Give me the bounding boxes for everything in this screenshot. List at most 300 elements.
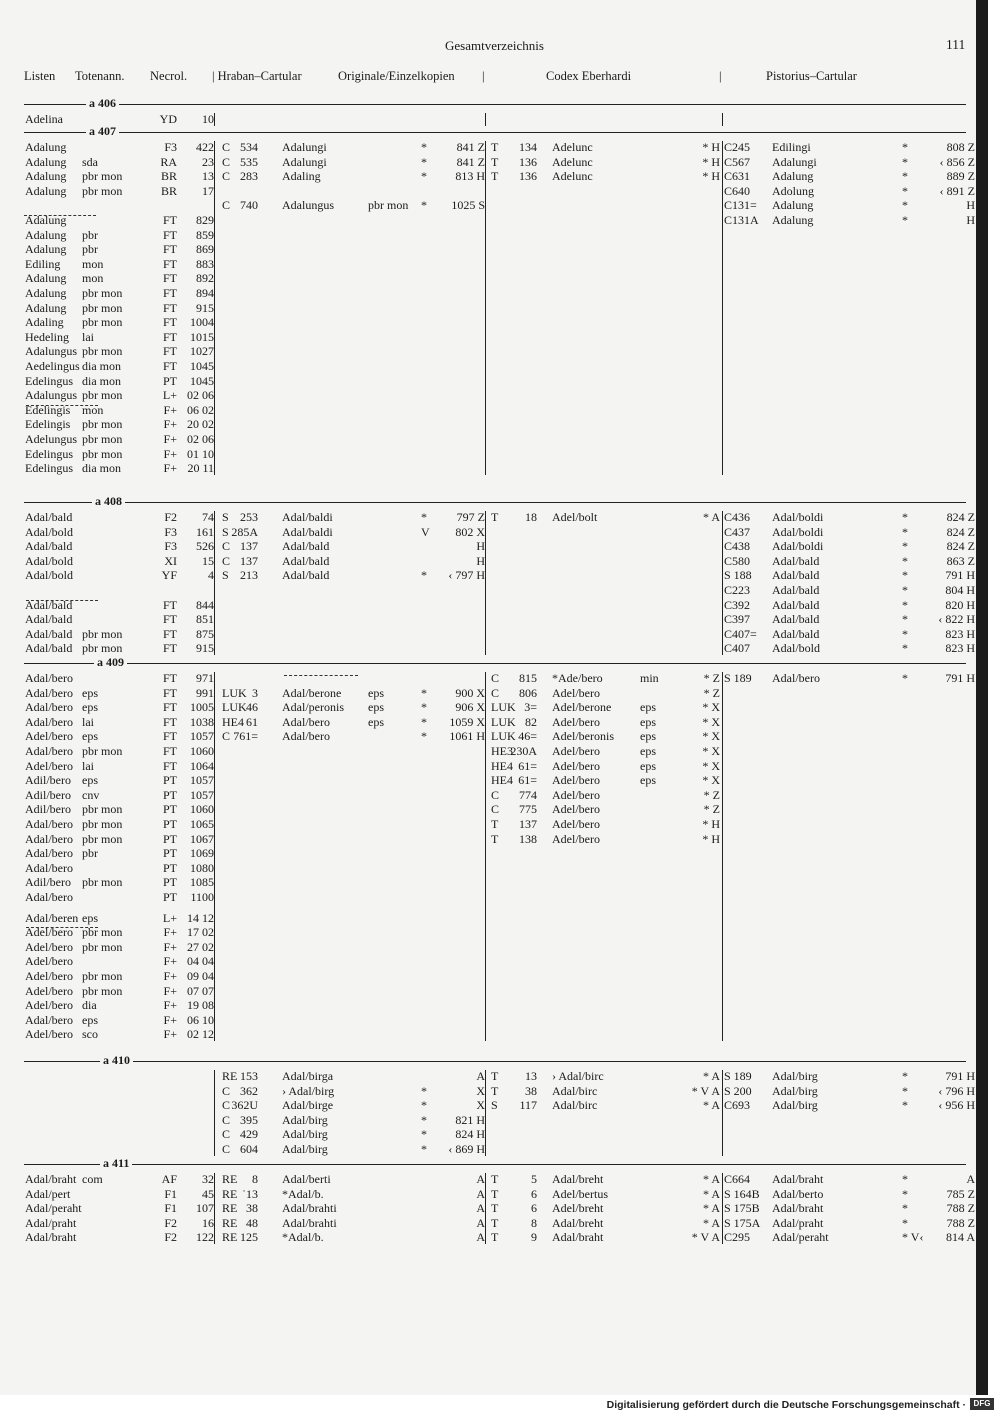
- cell-hval: A: [476, 1069, 485, 1083]
- cell-pname: Adal/bold: [772, 641, 820, 656]
- cell-csig: T: [491, 1215, 499, 1230]
- cell-name: Adel/bero: [25, 998, 73, 1013]
- cell-hval: 821 H: [455, 1112, 485, 1127]
- cell-name: Adal/bold: [25, 568, 73, 583]
- cell-hname: Adal/birga: [282, 1069, 334, 1083]
- cell-necrol: F3: [164, 539, 177, 554]
- cell-cname: Adel/bero: [552, 817, 600, 831]
- cell-necrol: F+: [163, 939, 177, 954]
- table-row: [0, 510, 988, 525]
- cell-pstar: *: [902, 626, 908, 641]
- cell-cflag: * Z: [703, 685, 720, 700]
- cell-necrol: F+: [163, 461, 177, 476]
- cell-pval: A: [966, 1172, 975, 1186]
- table-row: [0, 242, 988, 257]
- cell-csig: T: [491, 510, 499, 524]
- cell-cnum: 82: [525, 714, 537, 729]
- cell-necnum: 1027: [190, 344, 214, 359]
- cell-necnum: 20 02: [187, 417, 214, 432]
- table-row: [0, 1113, 988, 1128]
- table-row: [0, 686, 988, 701]
- cell-csig: T: [491, 1083, 499, 1098]
- cell-name: Adel/bero: [25, 983, 73, 998]
- cell-name: Adal/braht: [25, 1172, 77, 1186]
- cell-csig: T: [491, 1230, 499, 1245]
- cell-csig: LUK: [491, 700, 516, 715]
- cell-hnum: 285A: [231, 524, 258, 539]
- cell-necnum: 27 02: [187, 939, 214, 954]
- col-divider-originale: [485, 511, 486, 655]
- table-row: [0, 388, 988, 403]
- cell-cflag: * V A: [691, 1083, 720, 1098]
- cell-necrol: FT: [162, 271, 177, 286]
- table-row: [0, 1230, 988, 1245]
- cell-cname: Adal/birc: [552, 1083, 598, 1098]
- cell-title: eps: [82, 1012, 98, 1027]
- cell-title: pbr mon: [82, 969, 123, 983]
- cell-hsig: S: [222, 568, 229, 583]
- cell-pstar: *: [902, 568, 908, 583]
- cell-hname: *Adal/b.: [282, 1186, 324, 1201]
- cell-psig: C131=: [724, 198, 757, 213]
- cell-necnum: 01 10: [187, 446, 214, 461]
- cell-title: eps: [82, 729, 98, 744]
- cell-hval: X: [476, 1083, 485, 1098]
- cell-name: Adal/bero: [25, 744, 73, 758]
- cell-necnum: 14 12: [187, 910, 214, 925]
- col-divider-codex: [722, 672, 723, 1041]
- cell-hstar: *: [421, 1098, 427, 1113]
- cell-title: pbr: [82, 227, 98, 242]
- cell-hval: ‹ 869 H: [448, 1142, 485, 1156]
- cell-necrol: RA: [160, 154, 177, 169]
- cell-hnum: 8: [252, 1172, 258, 1186]
- cell-cname: Adel/bolt: [552, 510, 598, 524]
- cell-name: Adil/bero: [25, 802, 71, 817]
- cell-psig: C407=: [724, 626, 757, 641]
- cell-necrol: XI: [164, 553, 177, 568]
- cell-pval: 788 Z: [946, 1215, 975, 1230]
- cell-hnum: 362U: [231, 1098, 258, 1113]
- cell-name: Adal/bero: [25, 831, 73, 846]
- cell-cnum: 61=: [518, 773, 537, 788]
- cell-pval: 824 Z: [946, 539, 975, 554]
- cell-pstar: *: [902, 140, 908, 154]
- cell-hstar: *: [421, 1083, 427, 1098]
- cell-cname: Adel/bero: [552, 744, 600, 758]
- cell-necrol: PT: [162, 373, 177, 388]
- cell-hstar: *: [421, 700, 427, 715]
- group-label: a 409: [94, 655, 127, 670]
- table-row: [0, 403, 988, 418]
- cell-necnum: 161: [196, 524, 214, 539]
- table-row: [0, 155, 988, 170]
- cell-necrol: PT: [162, 831, 177, 846]
- table-row: [0, 169, 988, 184]
- cell-cnum: 9: [531, 1230, 537, 1245]
- cell-pval: 823 H: [945, 641, 975, 656]
- cell-pname: Adal/braht: [772, 1172, 824, 1186]
- cell-hname: Adal/baldi: [282, 510, 333, 524]
- cell-name: Adal/bald: [25, 641, 73, 656]
- cell-hsig: C: [222, 539, 231, 554]
- cell-necnum: 16: [202, 1215, 214, 1230]
- cell-psig: C245: [724, 140, 751, 154]
- table-row: [0, 228, 988, 243]
- cell-cnum: 18: [525, 510, 537, 524]
- cell-cnum: 3=: [524, 700, 537, 715]
- cell-name: Adal/bold: [25, 553, 73, 568]
- cell-name: Adalung: [25, 286, 67, 300]
- table-row: [0, 954, 988, 969]
- cell-name: Adil/bero: [25, 773, 71, 788]
- cell-hval: 900 X: [455, 685, 485, 700]
- col-header-originale: Originale/Einzelkopien: [338, 69, 455, 83]
- cell-cnum: 6: [531, 1186, 537, 1201]
- cell-hnum: 3: [252, 685, 258, 700]
- cell-necrol: AF: [161, 1172, 177, 1186]
- cell-pstar: *: [902, 671, 908, 685]
- cell-cnum: 134: [519, 140, 537, 154]
- cell-title: pbr: [82, 242, 98, 257]
- cell-psig: C580: [724, 553, 751, 568]
- cell-cname: Adel/breht: [552, 1201, 604, 1216]
- cell-necnum: 1038: [190, 714, 214, 729]
- cell-cname: Adelunc: [552, 169, 593, 184]
- page-number: 111: [946, 37, 966, 52]
- cell-cflag: * A: [702, 1186, 720, 1201]
- table-row: [0, 184, 988, 199]
- col-divider-originale: [485, 672, 486, 1041]
- cell-necnum: 17 02: [187, 925, 214, 940]
- col-divider-necrol: [214, 511, 215, 655]
- cell-necnum: 4: [208, 568, 214, 583]
- cell-name: Adal/bero: [25, 860, 73, 875]
- cell-title: eps: [82, 773, 98, 788]
- cell-hval: 824 H: [455, 1127, 485, 1142]
- cell-psig: C438: [724, 539, 751, 554]
- cell-title: pbr mon: [82, 802, 123, 817]
- col-divider-codex: [722, 1070, 723, 1156]
- cell-title: cnv: [82, 787, 100, 802]
- cell-pname: Adal/braht: [772, 1201, 824, 1216]
- col-divider-codex: [722, 1173, 723, 1244]
- table-row: [0, 432, 988, 447]
- cell-name: Adal/bald: [25, 612, 73, 627]
- cell-title: pbr mon: [82, 939, 123, 954]
- cell-cnum: 46=: [518, 729, 537, 744]
- cell-pstar: *: [902, 198, 908, 213]
- cell-psig: C436: [724, 510, 751, 524]
- cell-hname: Adal/birge: [282, 1098, 334, 1113]
- cell-cnum: 6: [531, 1201, 537, 1216]
- cell-hname: Adal/baldi: [282, 524, 333, 539]
- cell-psig: C392: [724, 597, 751, 612]
- cell-necrol: F+: [163, 954, 177, 969]
- cell-name: Adel/bero: [25, 729, 73, 744]
- col-divider-originale: [485, 113, 486, 126]
- cell-hname: Adal/bero: [282, 714, 330, 729]
- group-separator: [24, 1164, 966, 1165]
- cell-name: Edelingis: [25, 417, 71, 432]
- cell-pstar: * V‹: [902, 1230, 924, 1245]
- cell-necnum: 02 12: [187, 1027, 214, 1042]
- cell-csig: LUK: [491, 714, 516, 729]
- cell-pstar: *: [902, 213, 908, 227]
- cell-necrol: BR: [160, 169, 177, 184]
- cell-cflag: * H: [702, 831, 720, 846]
- cell-name: Adal/bero: [25, 714, 73, 729]
- group-separator: [24, 1061, 966, 1062]
- cell-name: Adal/pert: [25, 1186, 71, 1201]
- cell-hsig: RE: [222, 1172, 238, 1186]
- cell-hsig: RE: [222, 1201, 238, 1216]
- cell-name: Adelina: [25, 112, 63, 126]
- cell-pstar: *: [902, 641, 908, 656]
- cell-cnum: 775: [519, 802, 537, 817]
- cell-necnum: 1015: [190, 329, 214, 344]
- cell-hval: 797 Z: [456, 510, 485, 524]
- cell-cname: Adel/bero: [552, 787, 600, 802]
- cell-necrol: PT: [162, 802, 177, 817]
- cell-name: Edelingus: [25, 446, 73, 461]
- cell-necrol: FT: [162, 256, 177, 271]
- cell-name: Adalung: [25, 140, 67, 154]
- cell-ctitle: eps: [640, 773, 656, 788]
- cell-necnum: 869: [196, 242, 214, 257]
- cell-title: lai: [82, 758, 94, 773]
- cell-necrol: PT: [162, 875, 177, 890]
- cell-necrol: FT: [162, 227, 177, 242]
- table-row: [0, 359, 988, 374]
- table-row: [0, 1142, 988, 1157]
- col-header-codex-eberhardi: Codex Eberhardi: [546, 69, 632, 83]
- cell-name: Edelingus: [25, 373, 73, 388]
- cell-hval: 1059 X: [449, 714, 485, 729]
- cell-necnum: 04 04: [187, 954, 214, 969]
- cell-pname: Adal/berto: [772, 1186, 824, 1201]
- cell-title: pbr mon: [82, 286, 123, 300]
- cell-pname: Adal/birg: [772, 1098, 818, 1113]
- table-row: [0, 447, 988, 462]
- table-row: [0, 1187, 988, 1202]
- cell-csig: HE3: [491, 744, 513, 758]
- cell-title: pbr mon: [82, 744, 123, 758]
- cell-name: Adal/bald: [25, 626, 73, 641]
- cell-name: Adil/bero: [25, 875, 71, 890]
- table-row: [0, 641, 988, 656]
- cell-pname: Adal/bald: [772, 553, 820, 568]
- cell-hname: Adaling: [282, 169, 321, 184]
- cell-hnum: ˙13: [242, 1186, 258, 1201]
- cell-necnum: 1060: [190, 802, 214, 817]
- group-label: a 411: [100, 1156, 132, 1171]
- table-row: [0, 759, 988, 774]
- cell-hnum: 761=: [233, 729, 258, 744]
- table-row: [0, 612, 988, 627]
- cell-title: lai: [82, 329, 94, 344]
- cell-pval: H: [966, 213, 975, 227]
- cell-name: Adalung: [25, 183, 67, 198]
- cell-necrol: F+: [163, 446, 177, 461]
- table-row: [0, 700, 988, 715]
- cell-pval: 791 H: [945, 1069, 975, 1083]
- cell-name: Adaling: [25, 315, 64, 330]
- cell-csig: T: [491, 1069, 499, 1083]
- cell-hnum: 534: [240, 140, 258, 154]
- cell-hstar: *: [421, 1127, 427, 1142]
- cell-psig: C223: [724, 583, 751, 597]
- cell-necnum: 1080: [190, 860, 214, 875]
- cell-name: Adel/bero: [25, 758, 73, 773]
- cell-name: Adel/bero: [25, 925, 73, 940]
- cell-title: mon: [82, 256, 104, 271]
- cell-hsig: C: [222, 1098, 231, 1113]
- cell-hname: Adal/birg: [282, 1112, 328, 1127]
- col-divider-codex: [722, 511, 723, 655]
- table-row: [0, 925, 988, 940]
- cell-hname: Adal/brahti: [282, 1215, 337, 1230]
- cell-necnum: 06 10: [187, 1012, 214, 1027]
- cell-cname: Adal/breht: [552, 1172, 604, 1186]
- cell-pstar: *: [902, 583, 908, 597]
- cell-cnum: 5: [531, 1172, 537, 1186]
- cell-title: pbr mon: [82, 817, 123, 831]
- cell-hval: ‹ 797 H: [448, 568, 485, 583]
- cell-pval: ‹ 856 Z: [939, 154, 975, 169]
- cell-hnum: 213: [240, 568, 258, 583]
- cell-pstar: *: [902, 1083, 908, 1098]
- cell-pval: H: [966, 198, 975, 213]
- cell-pstar: *: [902, 169, 908, 184]
- cell-hval: A: [476, 1201, 485, 1216]
- cell-pstar: *: [902, 1186, 908, 1201]
- cell-necrol: F3: [164, 140, 177, 154]
- cell-cnum: 136: [519, 169, 537, 184]
- cell-ctitle: eps: [640, 714, 656, 729]
- cell-cflag: * V A: [691, 1230, 720, 1245]
- cell-necnum: 1005: [190, 700, 214, 715]
- cell-pname: Adal/bald: [772, 612, 820, 627]
- cell-cnum: 38: [525, 1083, 537, 1098]
- cell-pname: Adal/bald: [772, 626, 820, 641]
- table-row: [0, 583, 988, 598]
- cell-necrol: L+: [162, 388, 177, 403]
- cell-pname: Adal/bero: [772, 671, 820, 685]
- cell-hsig: HE4: [222, 714, 244, 729]
- cell-hname: Adal/brahti: [282, 1201, 337, 1216]
- cell-name: Adal/braht: [25, 1230, 77, 1245]
- cell-cflag: * X: [702, 773, 720, 788]
- cell-psig: C295: [724, 1230, 751, 1245]
- cell-necnum: 851: [196, 612, 214, 627]
- cell-name: Adal/bero: [25, 1012, 73, 1027]
- cell-pstar: *: [902, 154, 908, 169]
- cell-csig: T: [491, 831, 499, 846]
- cell-cflag: * Z: [703, 787, 720, 802]
- cell-ctitle: eps: [640, 758, 656, 773]
- table-row: [0, 598, 988, 613]
- cell-necrol: PT: [162, 817, 177, 831]
- table-row: [0, 1013, 988, 1028]
- table-row: [0, 374, 988, 389]
- cell-cname: Adel/bero: [552, 802, 600, 817]
- cell-necnum: 07 07: [187, 983, 214, 998]
- cell-name: Adalung: [25, 300, 67, 315]
- cell-pval: ‹ 891 Z: [939, 183, 975, 198]
- cell-psig: C407: [724, 641, 751, 656]
- cell-hval: 841 Z: [456, 140, 485, 154]
- cell-psig: S 200: [724, 1083, 752, 1098]
- cell-cname: Adel/bero: [552, 758, 600, 773]
- cell-hsig: RE: [222, 1230, 238, 1245]
- cell-pname: Adal/bald: [772, 583, 820, 597]
- cell-necnum: 1069: [190, 846, 214, 861]
- cell-necrol: FT: [162, 286, 177, 300]
- cell-csig: T: [491, 154, 499, 169]
- cell-title: pbr mon: [82, 344, 123, 359]
- cell-cflag: * X: [702, 700, 720, 715]
- cell-hval: A: [476, 1215, 485, 1230]
- table-row: [0, 890, 988, 905]
- cell-csig: C: [491, 671, 500, 685]
- cell-csig: HE4: [491, 773, 513, 788]
- cell-title: dia mon: [82, 461, 121, 476]
- cell-hnum: 48: [246, 1215, 258, 1230]
- table-row: [0, 286, 988, 301]
- cell-cname: Adel/bero: [552, 685, 600, 700]
- cell-psig: S 164B: [724, 1186, 760, 1201]
- col-divider-originale: [485, 141, 486, 475]
- cell-ctitle: eps: [640, 744, 656, 758]
- cell-cflag: * H: [702, 169, 720, 184]
- cell-pval: ‹ 956 H: [938, 1098, 975, 1113]
- cell-hval: A: [476, 1230, 485, 1245]
- cell-name: Adalungus: [25, 344, 77, 359]
- cell-title: dia mon: [82, 373, 121, 388]
- cell-psig: C567: [724, 154, 751, 169]
- cell-necrol: FT: [162, 359, 177, 373]
- cell-hval: 813 H: [455, 169, 485, 184]
- cell-pname: Adalung: [772, 213, 814, 227]
- cell-necnum: 1045: [190, 359, 214, 373]
- group-separator: [24, 104, 966, 105]
- cell-ctitle: eps: [640, 729, 656, 744]
- cell-pval: 791 H: [945, 671, 975, 685]
- cell-necrol: F+: [163, 1027, 177, 1042]
- cell-hnum: 137: [240, 539, 258, 554]
- cell-cflag: * A: [702, 1069, 720, 1083]
- cell-necrol: FT: [162, 315, 177, 330]
- cell-cnum: 137: [519, 817, 537, 831]
- cell-cname: Adel/bero: [552, 773, 600, 788]
- cell-hsig: RE: [222, 1186, 238, 1201]
- table-row: [0, 627, 988, 642]
- cell-necrol: YD: [159, 112, 177, 126]
- col-divider-necrol: [214, 672, 215, 1041]
- cell-hnum: 253: [240, 510, 258, 524]
- cell-ctitle: min: [640, 671, 659, 685]
- table-row: [0, 832, 988, 847]
- cell-name: Adel/bero: [25, 954, 73, 969]
- cell-hname: Adalungi: [282, 140, 327, 154]
- table-row: [0, 1084, 988, 1099]
- cell-cflag: * A: [702, 1098, 720, 1113]
- cell-necnum: 915: [196, 300, 214, 315]
- cell-name: Edelingus: [25, 461, 73, 476]
- table-row: [0, 271, 988, 286]
- col-divider-necrol: [214, 1173, 215, 1244]
